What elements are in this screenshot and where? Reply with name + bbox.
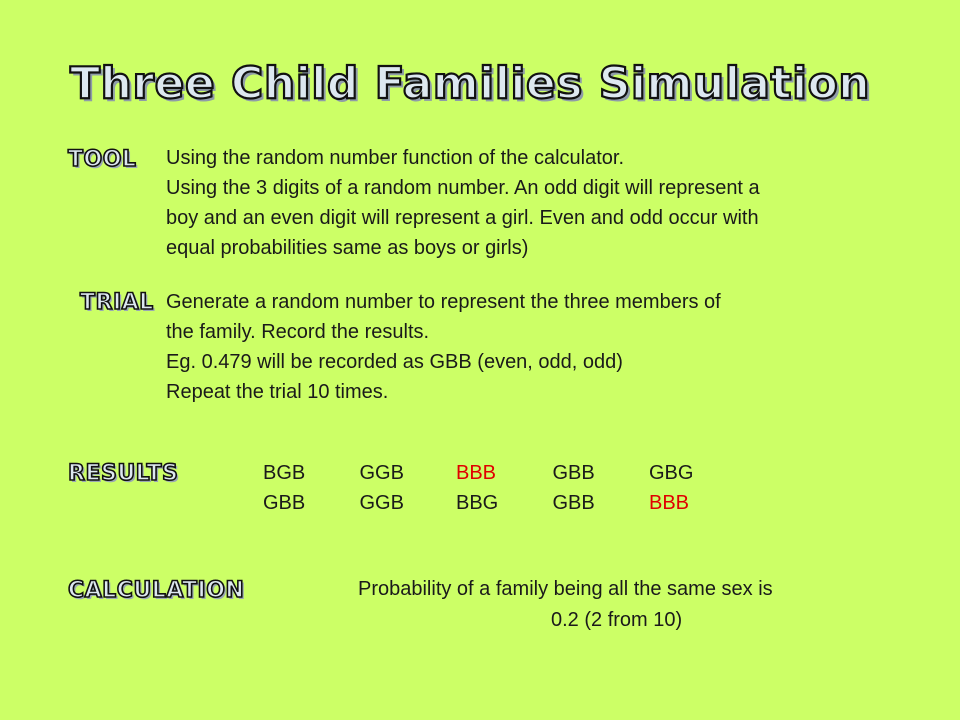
result-cell: GBG bbox=[649, 462, 694, 484]
trial-line: Repeat the trial 10 times. bbox=[166, 381, 389, 403]
slide-title: Three Child Families Simulation bbox=[70, 58, 871, 109]
calculation-statement: Probability of a family being all the same sex is bbox=[358, 578, 773, 600]
trial-description bbox=[166, 287, 721, 407]
trial-line: the family. Record the results. bbox=[166, 321, 430, 343]
result-cell: GBB bbox=[263, 492, 306, 514]
result-cell: BBG bbox=[456, 492, 499, 514]
result-cell: BGB bbox=[263, 462, 306, 484]
tool-line: equal probabilities same as boys or girls) bbox=[166, 237, 529, 259]
results-row bbox=[263, 458, 746, 488]
result-cell: GBB bbox=[552, 462, 595, 484]
result-cell: BBB bbox=[456, 462, 497, 484]
result-cell: BBB bbox=[649, 492, 690, 514]
tool-line: Using the random number function of the calculator. bbox=[166, 147, 625, 169]
trial-heading: TRIAL bbox=[80, 290, 154, 315]
result-cell: GGB bbox=[359, 492, 404, 514]
trial-line: Eg. 0.479 will be recorded as GBB (even, odd, odd) bbox=[166, 351, 623, 373]
calculation-result: 0.2 (2 from 10) bbox=[551, 609, 683, 631]
result-cell: GBB bbox=[552, 492, 595, 514]
calculation-heading: CALCULATION bbox=[68, 578, 245, 603]
tool-line: boy and an even digit will represent a girl. Even and odd occur with bbox=[166, 207, 759, 229]
results-row bbox=[263, 488, 746, 518]
results-grid bbox=[263, 458, 746, 518]
tool-description bbox=[166, 143, 760, 263]
trial-line: Generate a random number to represent the three members of bbox=[166, 291, 721, 313]
tool-heading: TOOL bbox=[68, 147, 137, 172]
results-heading: RESULTS bbox=[68, 461, 179, 486]
result-cell: GGB bbox=[359, 462, 404, 484]
tool-line: Using the 3 digits of a random number. An odd digit will represent a bbox=[166, 177, 760, 199]
